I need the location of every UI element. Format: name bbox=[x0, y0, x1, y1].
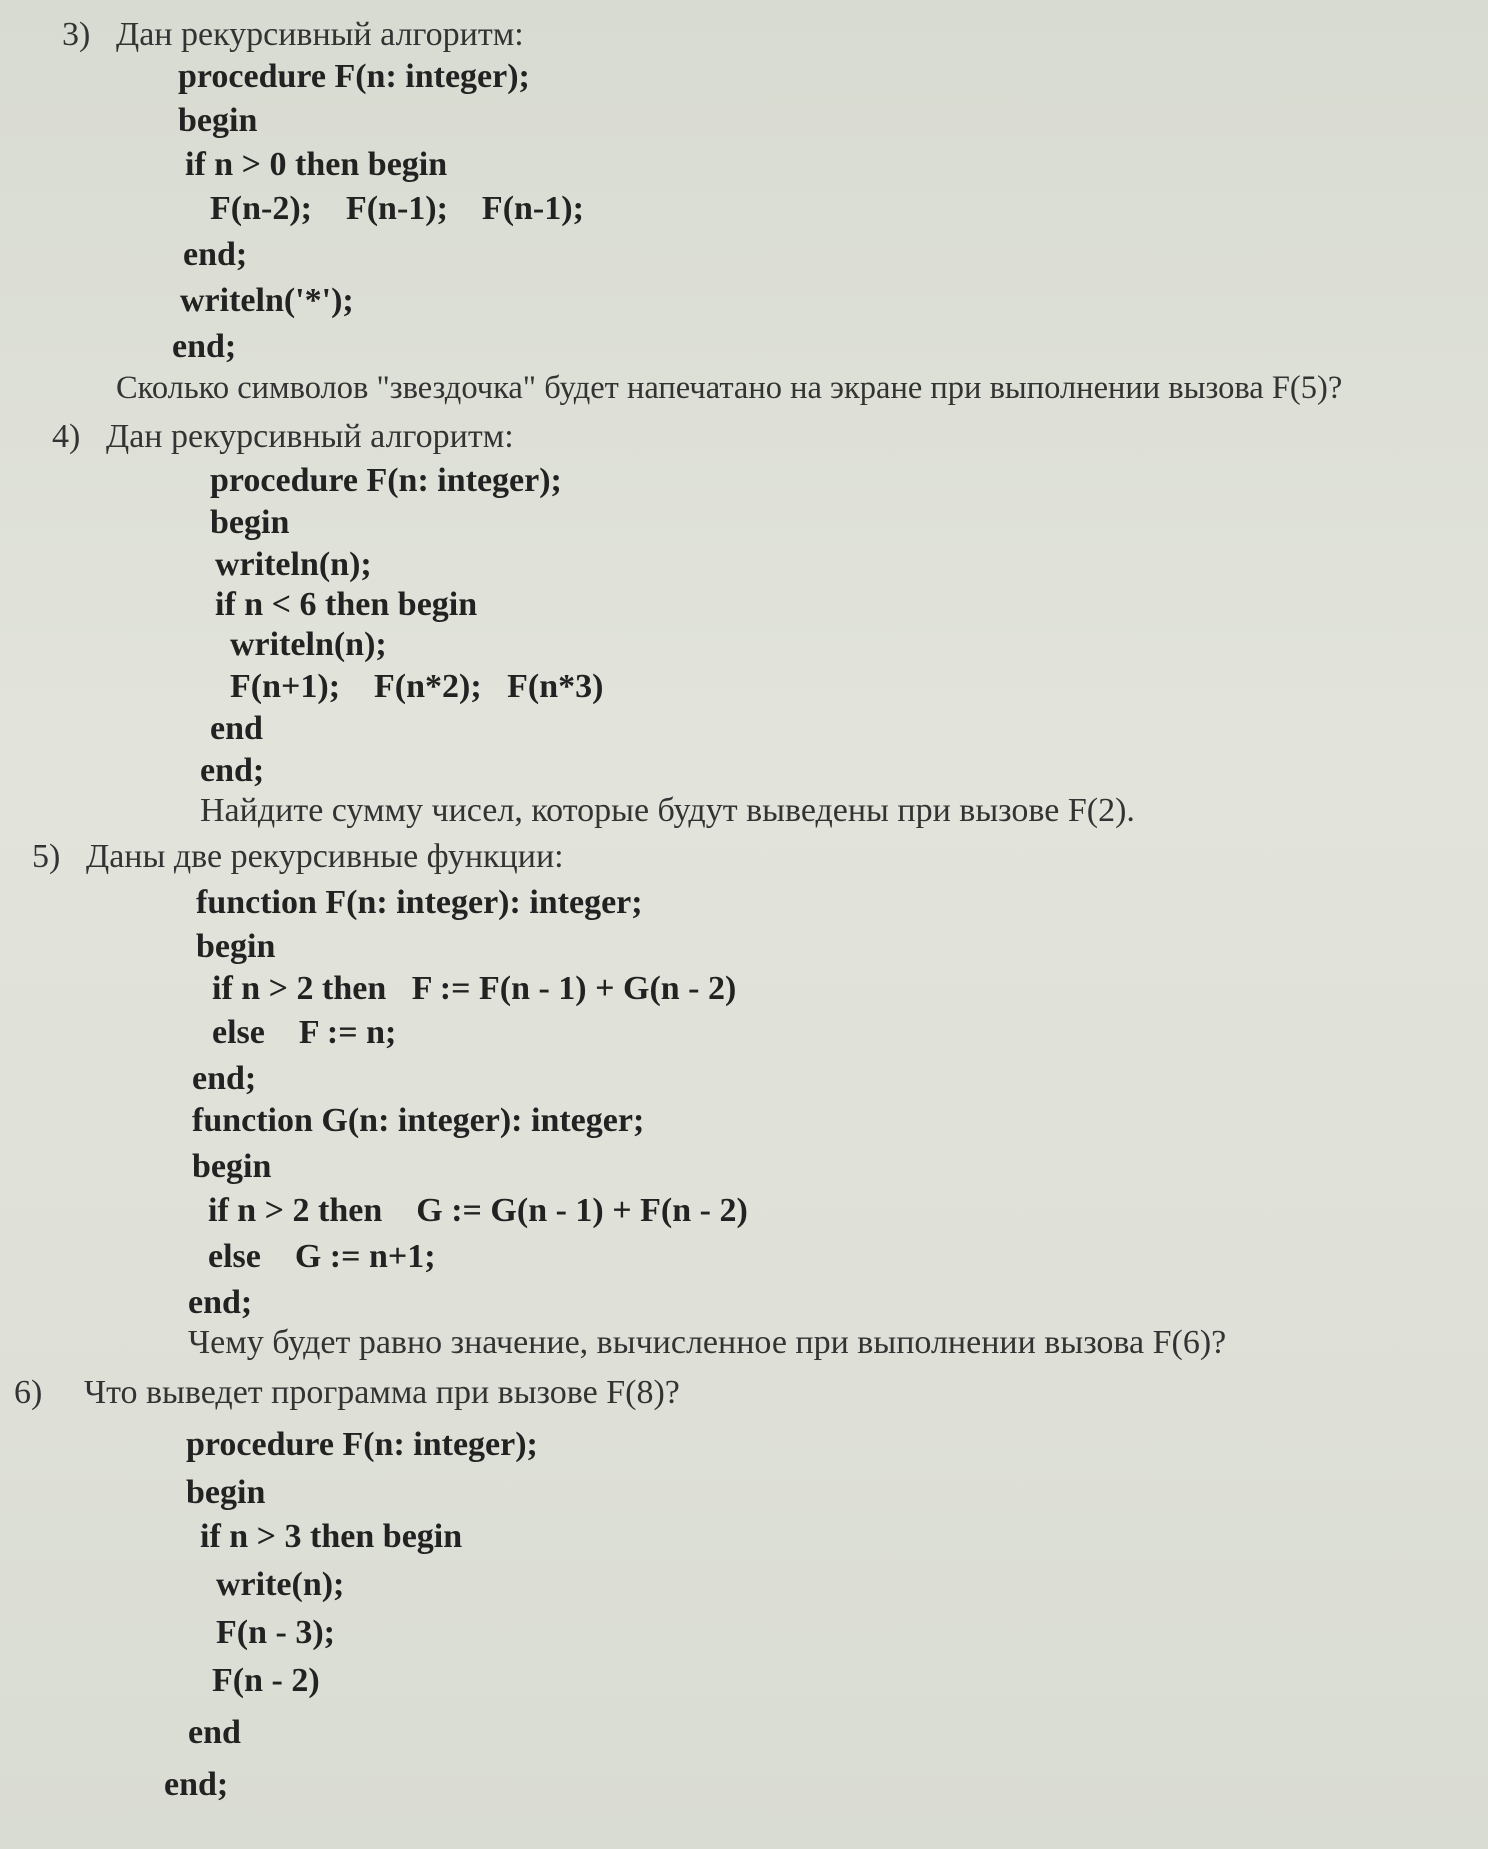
q5-code-line: begin bbox=[192, 1148, 272, 1185]
q5-code-line: else F := n; bbox=[212, 1014, 397, 1051]
q3-code-line: end; bbox=[172, 328, 237, 365]
q6-code-line: end bbox=[188, 1714, 241, 1751]
q5-code-line: if n > 2 then F := F(n - 1) + G(n - 2) bbox=[212, 970, 737, 1007]
q3-prompt: Дан рекурсивный алгоритм: bbox=[116, 16, 524, 53]
q4-code-line: end bbox=[210, 710, 263, 747]
q6-code-line: write(n); bbox=[216, 1566, 345, 1603]
q6-code-line: if n > 3 then begin bbox=[200, 1518, 463, 1555]
q5-question: Чему будет равно значение, вычисленное при выполнении вызова F(6)? bbox=[188, 1324, 1227, 1361]
q3-question: Сколько символов "звездочка" будет напечатано на экране при выполнении вызова F(5)? bbox=[116, 370, 1343, 406]
q5-code-line: begin bbox=[196, 928, 276, 965]
q4-code-line: writeln(n); bbox=[215, 546, 372, 583]
q6-code-line: procedure F(n: integer); bbox=[186, 1426, 538, 1463]
q5-prompt: Даны две рекурсивные функции: bbox=[86, 838, 564, 875]
q3-code-line: begin bbox=[178, 102, 258, 139]
q4-code-line: begin bbox=[210, 504, 290, 541]
q5-number: 5) bbox=[32, 838, 61, 875]
q4-code-line: end; bbox=[200, 752, 265, 789]
q6-code-line: F(n - 2) bbox=[212, 1662, 320, 1699]
q3-code-line: F(n-2); F(n-1); F(n-1); bbox=[210, 190, 584, 227]
q3-code-line: end; bbox=[183, 236, 248, 273]
q3-code-line: writeln('*'); bbox=[180, 282, 354, 319]
q5-code-line: else G := n+1; bbox=[208, 1238, 436, 1275]
q4-prompt: Дан рекурсивный алгоритм: bbox=[106, 418, 514, 455]
q5-code-line: function G(n: integer): integer; bbox=[192, 1102, 645, 1139]
q4-code-line: F(n+1); F(n*2); F(n*3) bbox=[230, 668, 604, 705]
q6-prompt: Что выведет программа при вызове F(8)? bbox=[84, 1374, 680, 1411]
q6-code-line: end; bbox=[164, 1766, 229, 1803]
q4-code-line: if n < 6 then begin bbox=[215, 586, 478, 623]
q5-code-line: end; bbox=[192, 1060, 257, 1097]
q5-code-line: function F(n: integer): integer; bbox=[196, 884, 643, 921]
q3-number: 3) bbox=[62, 16, 91, 53]
q5-code-line: if n > 2 then G := G(n - 1) + F(n - 2) bbox=[208, 1192, 748, 1229]
q5-code-line: end; bbox=[188, 1284, 253, 1321]
q4-code-line: procedure F(n: integer); bbox=[210, 462, 562, 499]
q6-number: 6) bbox=[14, 1374, 43, 1411]
q4-question: Найдите сумму чисел, которые будут выведены при вызове F(2). bbox=[200, 792, 1135, 829]
q4-number: 4) bbox=[52, 418, 81, 455]
q3-code-line: procedure F(n: integer); bbox=[178, 58, 530, 95]
q3-code-line: if n > 0 then begin bbox=[185, 146, 448, 183]
q4-code-line: writeln(n); bbox=[230, 626, 387, 663]
q6-code-line: begin bbox=[186, 1474, 266, 1511]
q6-code-line: F(n - 3); bbox=[216, 1614, 335, 1651]
